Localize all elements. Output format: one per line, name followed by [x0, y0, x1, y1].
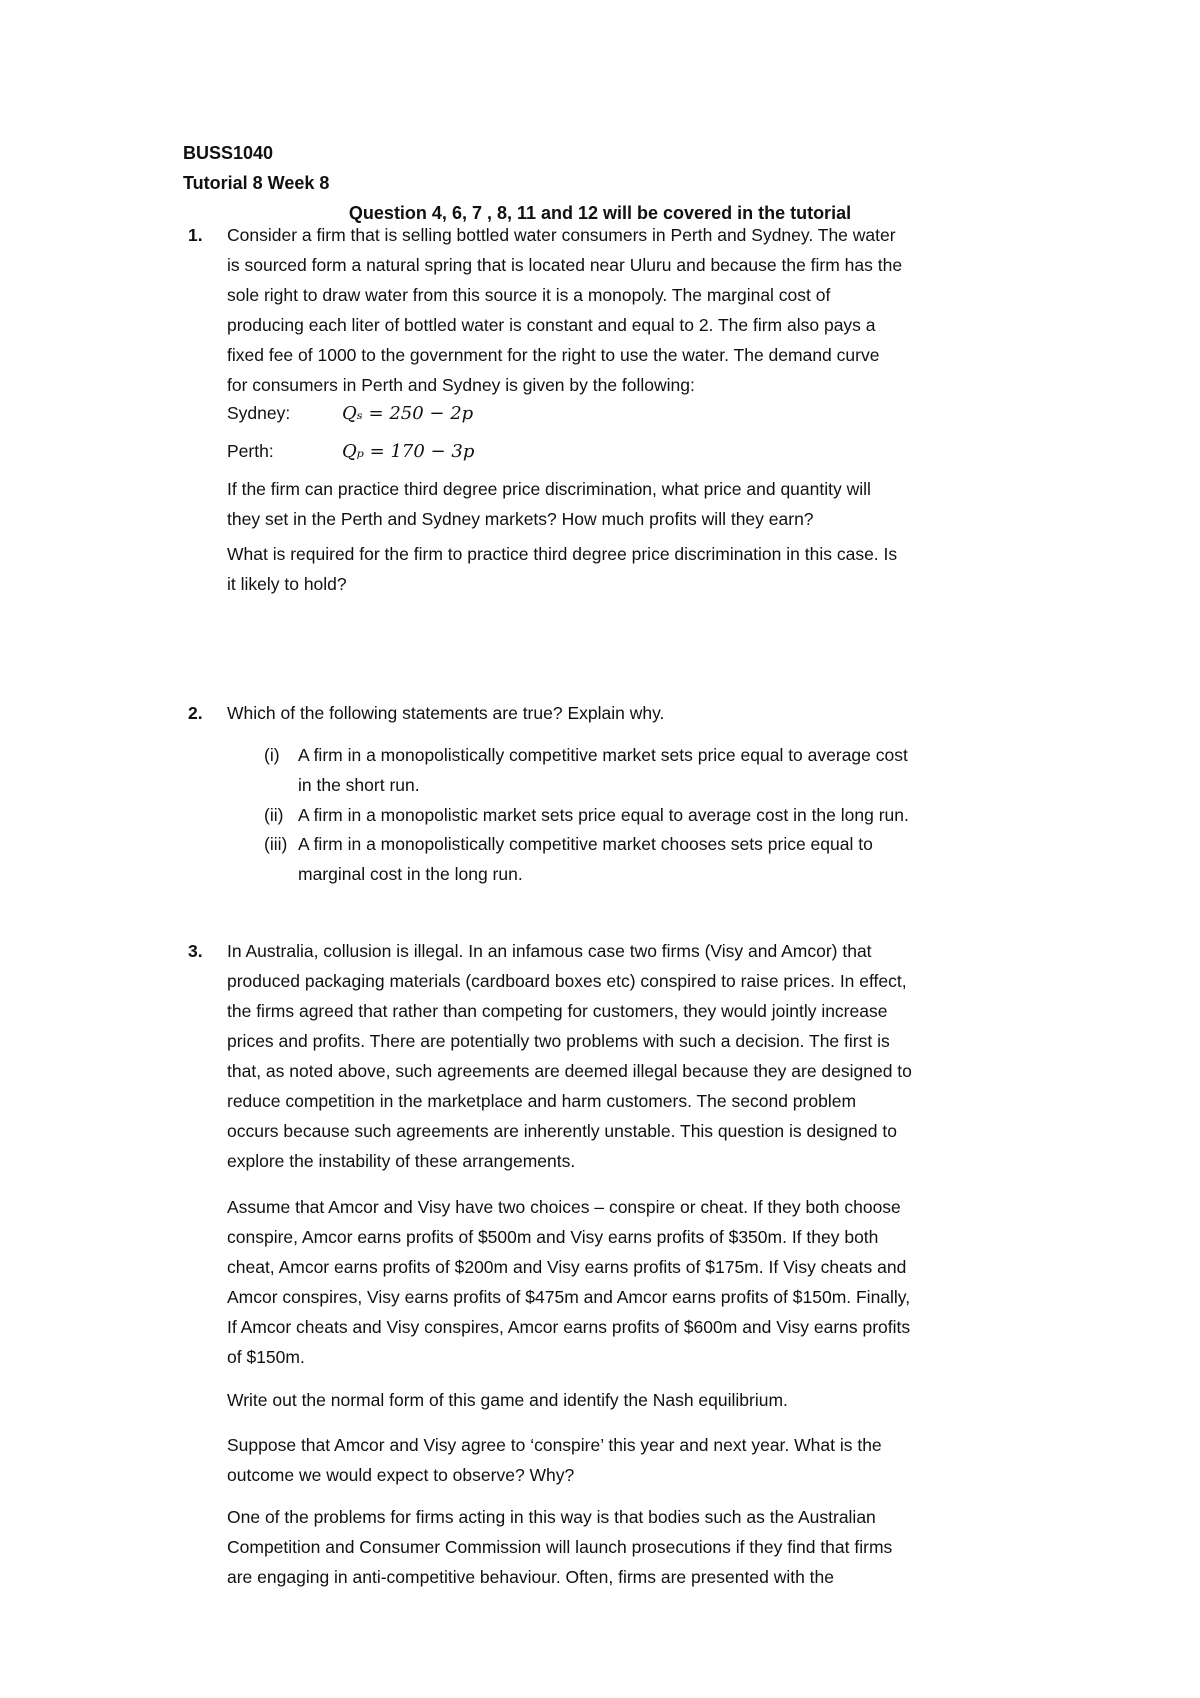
question-3-number: 3. [188, 941, 203, 961]
text-line: A firm in a monopolistic market sets price equal to average cost in the long run. [298, 805, 909, 825]
text-line: that, as noted above, such agreements are deemed illegal because they are designed to [227, 1061, 912, 1081]
text-line: Assume that Amcor and Visy have two choices – conspire or cheat. If they both choose [227, 1197, 901, 1217]
text-line: A firm in a monopolistically competitive market sets price equal to average cost [298, 745, 908, 765]
text-line: are engaging in anti-competitive behaviour. Often, firms are presented with the [227, 1567, 835, 1587]
text-line: is sourced form a natural spring that is located near Uluru and because the firm has the [227, 255, 903, 275]
question-3-normal-form-task: Write out the normal form of this game and identify the Nash equilibrium. [227, 1390, 788, 1410]
perth-demand-equation [227, 436, 474, 467]
text-line: If Amcor cheats and Visy conspires, Amcor earns profits of $600m and Visy earns profits [227, 1317, 911, 1337]
question-3-accc-paragraph [227, 1502, 1047, 1592]
text-line: outcome we would expect to observe? Why? [227, 1465, 575, 1485]
text-line: they set in the Perth and Sydney markets? How much profits will they earn? [227, 509, 814, 529]
sydney-label: Sydney: [227, 403, 291, 423]
text-line: sole right to draw water from this source it is a monopoly. The marginal cost of [227, 285, 831, 305]
question-3-intro [227, 936, 1047, 1176]
perth-label: Perth: [227, 441, 274, 461]
course-code: BUSS1040 [183, 143, 274, 163]
item-text [298, 740, 1058, 800]
text-line: prices and profits. There are potentially two problems with such a decision. The first is [227, 1031, 890, 1051]
text-line: Suppose that Amcor and Visy agree to ‘conspire’ this year and next year. What is the [227, 1435, 882, 1455]
question-2-prompt: Which of the following statements are true? Explain why. [227, 703, 665, 723]
covered-questions-note: Question 4, 6, 7 , 8, 11 and 12 will be covered in the tutorial [348, 203, 852, 223]
text-line: What is required for the firm to practice third degree price discrimination in this case. Is [227, 544, 898, 564]
text-line: fixed fee of 1000 to the government for the right to use the water. The demand curve [227, 345, 880, 365]
item-text [298, 829, 1058, 889]
text-line: In Australia, collusion is illegal. In an infamous case two firms (Visy and Amcor) that [227, 941, 872, 961]
sydney-demand-equation [227, 398, 473, 429]
question-1-part-b [227, 539, 1047, 599]
tutorial-week-title: Tutorial 8 Week 8 [183, 173, 330, 193]
text-line: for consumers in Perth and Sydney is given by the following: [227, 375, 695, 395]
text-line: Consider a firm that is selling bottled water consumers in Perth and Sydney. The water [227, 225, 896, 245]
text-line: cheat, Amcor earns profits of $200m and Visy earns profits of $175m. If Visy cheats and [227, 1257, 907, 1277]
text-line: it likely to hold? [227, 574, 347, 594]
text-line: conspire, Amcor earns profits of $500m and Visy earns profits of $350m. If they both [227, 1227, 879, 1247]
text-line: producing each liter of bottled water is constant and equal to 2. The firm also pays a [227, 315, 876, 335]
text-line: Amcor conspires, Visy earns profits of $475m and Amcor earns profits of $150m. Finally, [227, 1287, 911, 1307]
question-3-repeat-task [227, 1430, 1047, 1490]
question-1-intro [227, 220, 1047, 400]
question-1-part-a [227, 474, 1047, 534]
text-line: Competition and Consumer Commission will launch prosecutions if they find that firms [227, 1537, 893, 1557]
perth-equation: Qₚ = 170 − 3p [342, 441, 475, 462]
item-label: (ii) [264, 805, 284, 825]
text-line: If the firm can practice third degree price discrimination, what price and quantity will [227, 479, 871, 499]
item-label: (i) [264, 745, 280, 765]
text-line: occurs because such agreements are inherently unstable. This question is designed to [227, 1121, 897, 1141]
text-line: A firm in a monopolistically competitive market chooses sets price equal to [298, 834, 873, 854]
text-line: the firms agreed that rather than competing for customers, they would jointly increase [227, 1001, 888, 1021]
question-1-number: 1. [188, 225, 203, 245]
sydney-equation: Qₛ = 250 − 2p [342, 403, 474, 424]
item-label: (iii) [264, 834, 288, 854]
text-line: One of the problems for firms acting in this way is that bodies such as the Australian [227, 1507, 876, 1527]
question-2-number: 2. [188, 703, 203, 723]
text-line: in the short run. [298, 775, 420, 795]
text-line: explore the instability of these arrangements. [227, 1151, 576, 1171]
item-text [298, 800, 1058, 830]
question-3-payoffs [227, 1192, 1047, 1372]
text-line: produced packaging materials (cardboard boxes etc) conspired to raise prices. In effect, [227, 971, 907, 991]
text-line: reduce competition in the marketplace and harm customers. The second problem [227, 1091, 857, 1111]
text-line: of $150m. [227, 1347, 305, 1367]
text-line: marginal cost in the long run. [298, 864, 523, 884]
